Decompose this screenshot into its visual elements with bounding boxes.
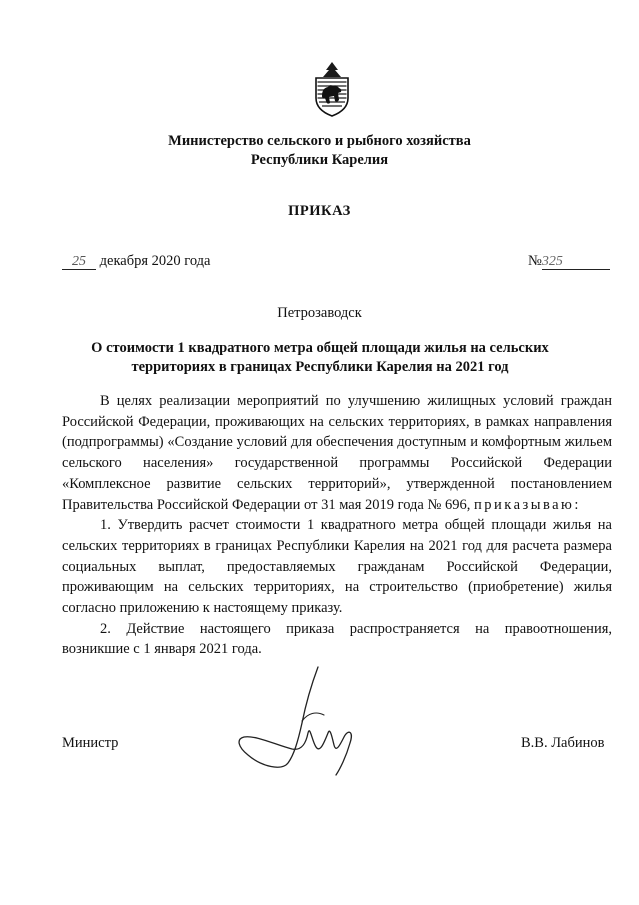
date-day-handwritten: 25 bbox=[62, 255, 96, 270]
number-label: № bbox=[528, 253, 542, 269]
handwritten-signature-icon bbox=[232, 663, 372, 778]
number-value-handwritten: 325 bbox=[542, 255, 610, 270]
order-title bbox=[70, 339, 570, 377]
karelia-coat-of-arms-icon bbox=[311, 60, 353, 118]
date-month-year: декабря 2020 года bbox=[96, 253, 211, 269]
ministry-name bbox=[0, 132, 639, 170]
signer-name: В.В. Лабинов bbox=[521, 735, 605, 751]
city: Петрозаводск bbox=[277, 305, 362, 321]
clause-2-paragraph: 2. Действие настоящего приказа распространяется на правоотношения, возникшие с 1 января 2021 года. bbox=[62, 620, 612, 658]
preamble-paragraph bbox=[62, 391, 612, 515]
order-body bbox=[62, 391, 612, 660]
title-line-2: территориях в границах Республики Карелия на 2021 год bbox=[131, 359, 509, 375]
document-type: ПРИКАЗ bbox=[288, 203, 351, 219]
ministry-line-2: Республики Карелия bbox=[250, 152, 389, 168]
order-word: приказываю: bbox=[473, 496, 581, 513]
document-date bbox=[62, 253, 210, 270]
title-line-1: О стоимости 1 квадратного метра общей площади жилья на сельских bbox=[91, 340, 549, 356]
document-number bbox=[528, 253, 610, 270]
ministry-line-1: Министерство сельского и рыбного хозяйства bbox=[168, 133, 471, 149]
preamble-text: В целях реализации мероприятий по улучшению жилищных условий граждан Российской Федерации, проживающих на сельских территориях, в рамках направления (подпрограммы) «Создание условий для обеспечения доступным и комфортным жильем сельского населения» государственной программы Российской Федерации «Комплексное развитие сельских территорий», утвержденной постановлением Правительства Российской Федерации от 31 мая 2019 года № 696, bbox=[62, 393, 612, 513]
clause-1-paragraph: 1. Утвердить расчет стоимости 1 квадратного метра общей площади жилья на сельских территориях в границах Республики Карелия на 2021 год для расчета размера социальных выплат, предоставляемых гражданам Российской Федерации, проживающим на сельских территориях, на строительство (приобретение) жилья согласно приложению к настоящему приказу. bbox=[62, 517, 612, 617]
signer-position: Министр bbox=[62, 735, 119, 751]
